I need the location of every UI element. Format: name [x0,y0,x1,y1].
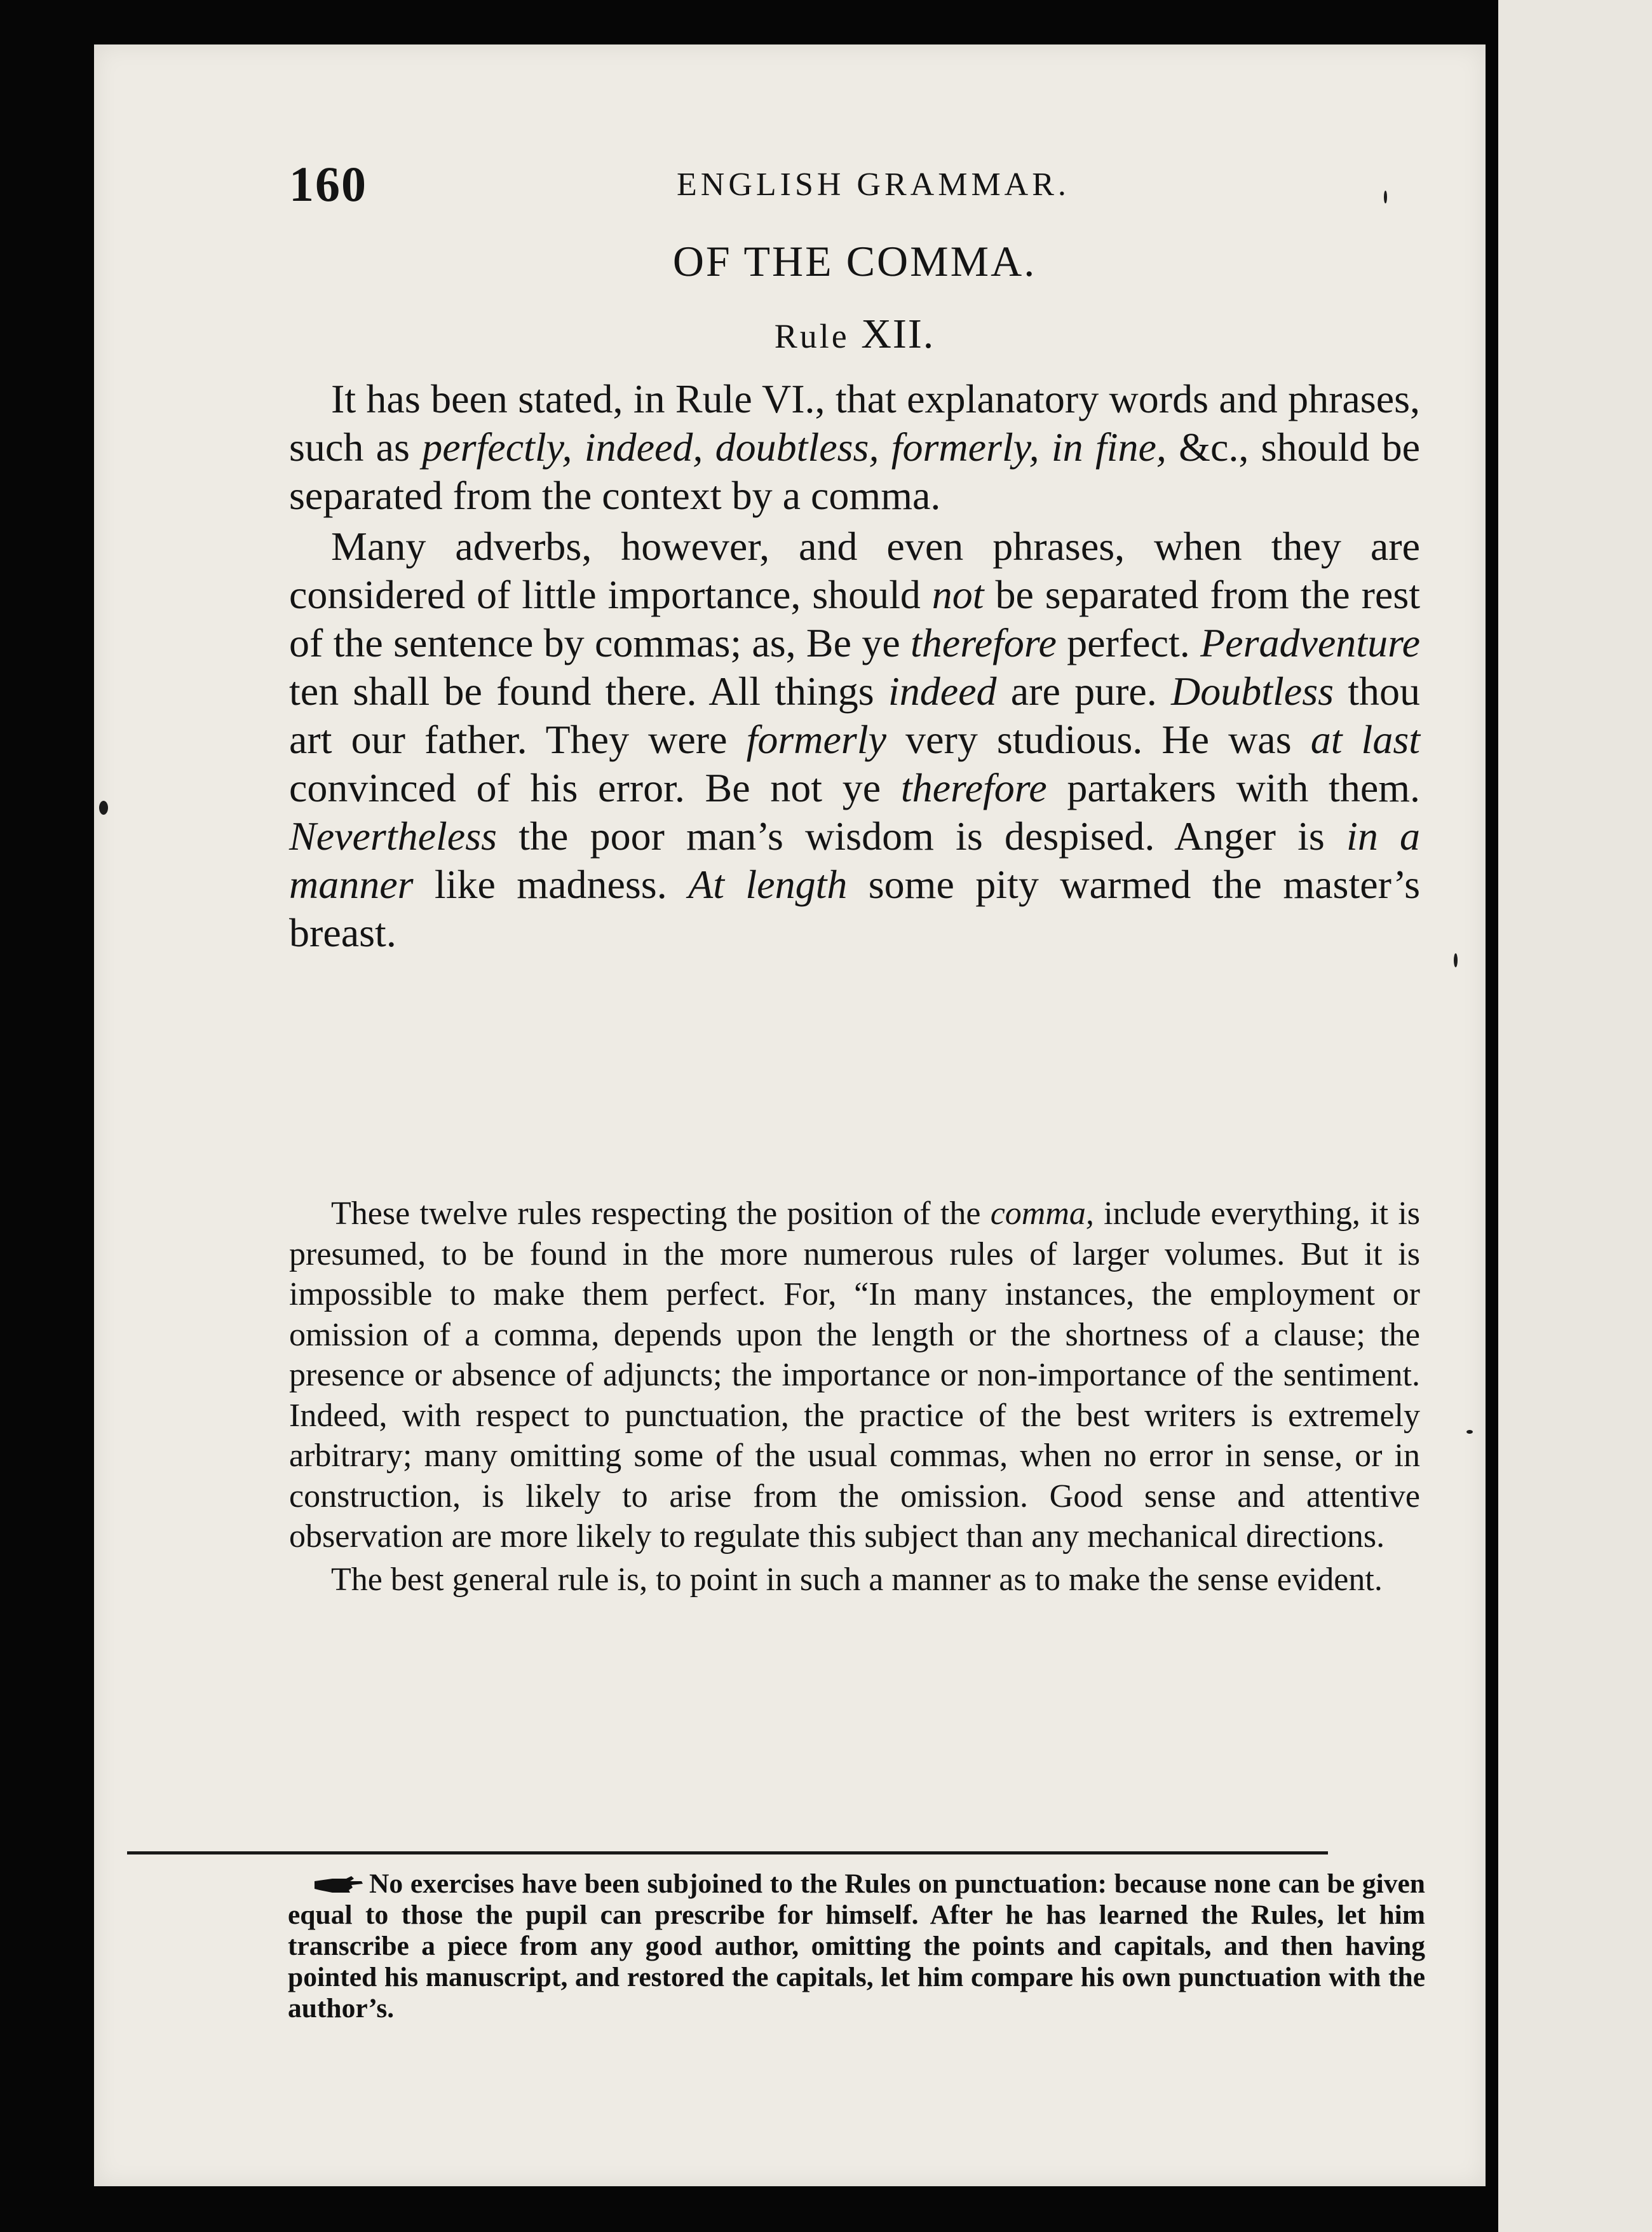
rule-label: Rule [774,317,850,355]
running-title: ENGLISH GRAMMAR. [677,167,1070,203]
text-run: some pity warmed the master’s breast. [289,862,1421,955]
text-run: Many adverbs, however, and even phrases, when they are considered of little importance, should [289,524,1420,617]
text-run: like madness. [413,862,689,907]
rule-number: XII. [861,311,935,357]
footnote-divider [127,1851,1328,1854]
page-number: 160 [289,156,367,212]
text-run: These twelve rules respecting the position of the [331,1195,991,1232]
text-run: &c., should be separated from the context by a comma. [289,425,1421,518]
paragraph-adverbs [289,522,1420,957]
italic-run: comma, [990,1195,1094,1232]
text-run: the poor man’s wisdom is despised. Anger is [497,813,1347,859]
paper-speck [1384,191,1387,203]
text-run: partakers with them. [1046,765,1421,810]
note-text [289,1194,1420,1600]
facing-page-edge [1498,0,1652,2232]
text-run: convinced of his error. Be not ye [289,765,901,810]
paragraph-explanatory-words [289,375,1420,520]
paper-speck [1466,1430,1473,1434]
main-text [289,375,1420,960]
pointing-hand-icon [313,1871,364,1893]
paper-speck [1454,953,1458,967]
paragraph-twelve-rules [289,1194,1420,1557]
italic-run: therefore [900,765,1047,810]
text-run: be separated from the rest of the sentence by commas; as, Be ye [289,572,1421,665]
italic-run: perfectly, indeed, doubtless, formerly, in fine, [422,425,1167,470]
rule-heading [289,310,1420,358]
italic-run: at last [1310,717,1421,762]
italic-run: in a manner [289,813,1421,907]
italic-run: Doubtless [1171,669,1334,714]
text-run: It has been stated, in Rule VI., that explanatory words and phrases, such as [289,376,1420,470]
paragraph-best-rule [289,1560,1420,1600]
italic-run: indeed [888,669,997,714]
book-page [94,44,1486,2186]
italic-run: Nevertheless [289,813,497,859]
text-run: thou art our father. They were [289,669,1421,762]
footnote [288,1868,1425,2024]
footnote-text: No exercises have been subjoined to the Rules on punctuation: because none can be given equal to those the pupil can prescribe for himself. After he has learned the Rules, let him transcribe a piece from any good author, omitting the points and capitals, and then having pointed his manuscript, and restored the capitals, let him compare his own punctuation with the author’s. [288,1868,1425,2024]
italic-run: At length [688,862,848,907]
text-run: are pure. [996,669,1172,714]
paper-speck [99,801,108,815]
italic-run: therefore [911,620,1057,665]
page-gutter [1486,0,1498,2232]
text-run: The best general rule is, to point in such a manner as to make the sense evident. [331,1561,1383,1598]
text-run: include everything, it is presumed, to be found in the more numerous rules of larger volumes. But it is impossible to make them perfect. For, “In many instances, the employment or omission of a comma, depends upon the length or the shortness of a clause; the presence or absence of adjuncts; the importance or non-importance of the sentiment. Indeed, with respect to punctuation, the practice of the best writers is extremely arbitrary; many omitting some of the usual commas, when no error in sense, or in construction, is likely to arise from the omission. Good sense and attentive observation are more likely to regulate this subject than any mechanical directions. [289,1195,1420,1555]
text-run: ten shall be found there. All things [289,669,888,714]
italic-run: Peradventure [1200,620,1421,665]
section-title: OF THE COMMA. [672,237,1037,285]
italic-run: not [931,572,984,617]
text-run: very studious. He was [886,717,1311,762]
text-run: perfect. [1056,620,1201,665]
running-head [289,156,1420,213]
italic-run: formerly [746,717,887,762]
